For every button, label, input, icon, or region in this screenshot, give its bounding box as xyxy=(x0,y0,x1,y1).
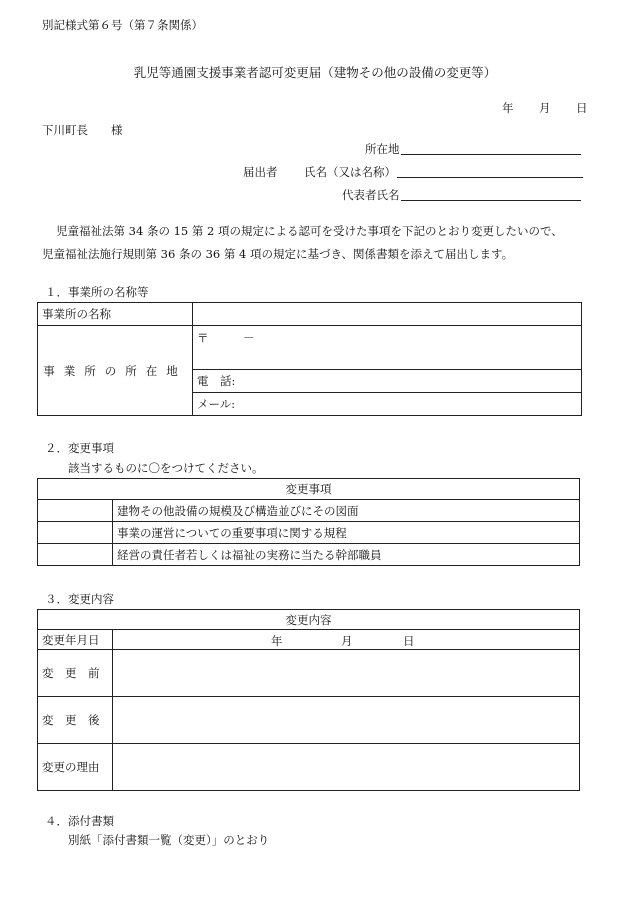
change-date-year: 年 xyxy=(271,634,283,648)
name-row xyxy=(304,164,583,180)
change-item: 建物その他設備の規模及び構造並びにその図面 xyxy=(113,500,580,522)
section4-heading: ４．添付書類 xyxy=(45,814,114,828)
date-year: 年 xyxy=(502,101,514,115)
reason-field[interactable] xyxy=(113,744,580,791)
change-date-month: 月 xyxy=(341,634,353,648)
change-date-field[interactable] xyxy=(113,630,580,650)
rep-label: 代表者氏名 xyxy=(342,188,400,202)
section3-heading: ３．変更内容 xyxy=(45,592,114,606)
change-date-day: 日 xyxy=(403,634,415,648)
facility-location-label: 事業所の所在地 xyxy=(38,326,193,416)
role-label: 届出者 xyxy=(243,165,278,179)
reason-label: 変更の理由 xyxy=(38,744,113,791)
after-label: 変 更 後 xyxy=(38,697,113,744)
change-item-mark[interactable] xyxy=(38,522,113,544)
change-item-mark[interactable] xyxy=(38,544,113,566)
email-field[interactable]: メール: xyxy=(193,393,582,416)
before-field[interactable] xyxy=(113,650,580,697)
form-id: 別記様式第６号（第７条関係） xyxy=(42,18,203,32)
page-title: 乳児等通園支援事業者認可変更届（建物その他の設備の変更等） xyxy=(133,65,497,80)
date-day: 日 xyxy=(576,101,588,115)
facility-name-field[interactable] xyxy=(193,303,582,326)
change-content-table xyxy=(37,609,580,791)
facility-name-label: 事業所の名称 xyxy=(38,303,193,326)
address-label: 所在地 xyxy=(365,142,400,156)
rep-field[interactable] xyxy=(401,188,581,201)
section2-heading: ２．変更事項 xyxy=(45,441,114,455)
address-field[interactable] xyxy=(401,142,581,155)
addressee: 下川町長 様 xyxy=(42,123,123,137)
change-item-mark[interactable] xyxy=(38,500,113,522)
name-label: 氏名（又は名称） xyxy=(304,165,396,179)
postal-field[interactable]: 〒 － xyxy=(193,326,582,370)
after-field[interactable] xyxy=(113,697,580,744)
address-row xyxy=(365,141,581,157)
date-month: 月 xyxy=(539,101,551,115)
section2-instruction: 該当するものに〇をつけてください。 xyxy=(68,461,264,475)
phone-field[interactable]: 電 話: xyxy=(193,370,582,393)
body-line-2: 児童福祉法施行規則第 36 条の 36 第 4 項の規定に基づき、関係書類を添えて届出します。 xyxy=(42,247,514,261)
change-date-label: 変更年月日 xyxy=(38,630,113,650)
section1-heading: １．事業所の名称等 xyxy=(45,285,149,299)
attachments-text: 別紙「添付書類一覧（変更）」のとおり xyxy=(68,833,270,847)
before-label: 変 更 前 xyxy=(38,650,113,697)
change-items-table xyxy=(37,478,580,566)
change-item: 事業の運営についての重要事項に関する規程 xyxy=(113,522,580,544)
change-items-header: 変更事項 xyxy=(38,479,580,500)
name-field[interactable] xyxy=(397,165,583,178)
body-line-1: 児童福祉法第 34 条の 15 第 2 項の規定による認可を受けた事項を下記のとおり変更したいので、 xyxy=(56,224,563,238)
facility-table xyxy=(37,302,582,416)
change-content-header: 変更内容 xyxy=(38,610,580,630)
rep-row xyxy=(342,187,581,203)
change-item: 経営の責任者若しくは福祉の実務に当たる幹部職員 xyxy=(113,544,580,566)
